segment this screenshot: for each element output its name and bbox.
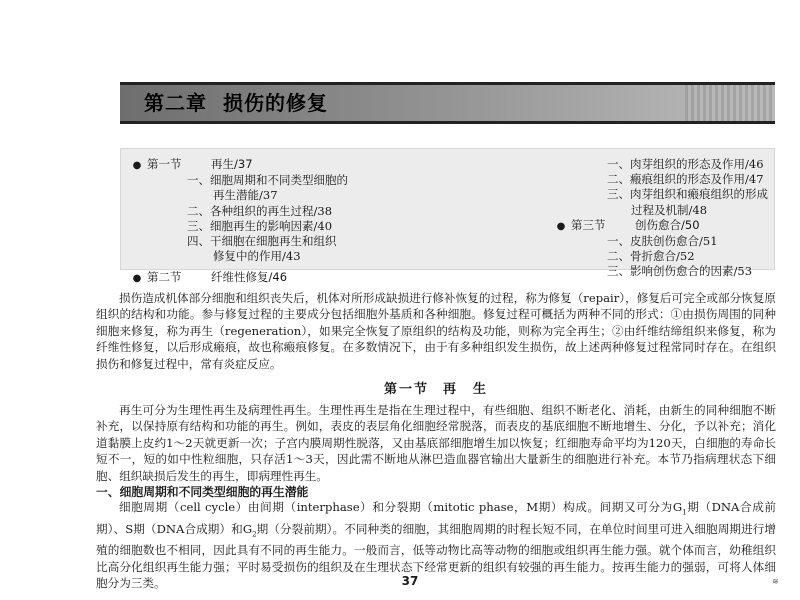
toc-item-continuation[interactable]: 修复中的作用/43: [213, 249, 301, 264]
toc-left-column: [127, 157, 447, 287]
chapter-contents-box: [120, 148, 775, 285]
toc-item[interactable]: 一、肉芽组织的形态及作用/46: [607, 157, 764, 171]
toc-item[interactable]: 二、骨折愈合/52: [607, 249, 695, 264]
subsection-paragraph-block: [96, 499, 776, 592]
bullet-icon: ●: [132, 160, 142, 171]
toc-section-3[interactable]: ● 第三节 创伤愈合/50: [441, 218, 771, 234]
toc-item[interactable]: 四、干细胞在细胞再生和组织: [187, 234, 337, 249]
toc-right-column: [441, 157, 771, 280]
toc-item[interactable]: 二、瘢痕组织的形态及作用/47: [607, 172, 764, 187]
subsection-heading: 一、细胞周期和不同类型细胞的再生潜能: [96, 485, 309, 499]
bullet-icon: ●: [556, 220, 566, 232]
section-number: 第一节: [383, 382, 429, 397]
toc-item[interactable]: 一、细胞周期和不同类型细胞的: [187, 173, 348, 188]
section-name: 再 生: [443, 382, 489, 397]
toc-item[interactable]: 二、各种组织的再生过程/38: [187, 203, 333, 218]
toc-item[interactable]: 一、皮肤创伤愈合/51: [607, 234, 718, 249]
section-paragraph-block: [96, 402, 776, 484]
intro-paragraph-block: [96, 290, 776, 372]
intro-paragraph: 损伤造成机体部分细胞和组织丧失后，机体对所形成缺损进行修补恢复的过程，称为修复（repair），修复后可完全或部分恢复原组织的结构和功能。参与修复过程的主要成分包括细胞外基质和各种细胞。修复过程可概括为两种不同的形式：①由损伤周围的同种细胞来修复，称为再生（regeneration），如果完全恢复了原组织的结构及功能，则称为完全再生；②由纤维结缔组织来修复，称为纤维性修复，以后形成瘢痕，故也称瘢痕修复。在多数情况下，由于有多种组织发生损伤，故上述两种修复过程常同时存在。在组织损伤和修复过程中，常有炎症反应。: [96, 291, 776, 371]
section-heading: [96, 378, 776, 397]
subsection-paragraph: 细胞周期（cell cycle）由间期（interphase）和分裂期（mitotic phase，M期）构成。间期又可分为$G_1$期（DNA合成前期）、S期（DNA合成期）和$G_2$期（分裂前期）。不同种类的细胞，其细胞周期的时程长短不同，在单位时间里可进入细胞周期进行增殖的细胞数也不相同，因此具有不同的再生能力。一般而言，低等动物比高等动物的细胞或组织再生能力强。就个体而言，幼稚组织比高分化组织再生能力强；平时易受损伤的组织及在生理状态下经常更新的组织有较强的再生能力。按再生能力的强弱，可将人体细胞分为三类。: [96, 500, 776, 591]
chapter-title: [144, 88, 328, 118]
toc-item[interactable]: 三、细胞再生的影响因素/40: [187, 218, 333, 233]
toc-section-2[interactable]: ● 第二节 纤维性修复/46: [127, 270, 447, 286]
bullet-icon: ●: [132, 273, 142, 285]
page-number: 37: [401, 574, 419, 588]
corner-mark: ≋: [772, 577, 779, 586]
toc-item-continuation[interactable]: 过程及机制/48: [631, 202, 708, 217]
toc-item-continuation[interactable]: 再生潜能/37: [213, 188, 278, 203]
section-paragraph: 再生可分为生理性再生及病理性再生。生理性再生是指在生理过程中，有些细胞、组织不断老化、消耗，由新生的同种细胞不断补充，以保持原有结构和功能的再生。例如，表皮的表层角化细胞经常脱落，而表皮的基底细胞不断地增生、分化，予以补充；消化道黏膜上皮约1～2天就更新一次；子宫内膜周期性脱落，又由基底部细胞增生加以恢复；红细胞寿命平均为120天，白细胞的寿命长短不一，短的如中性粒细胞，只存活1～3天，因此需不断地从淋巴造血器官输出大量新生的细胞进行补充。本节乃指病理状态下细胞、组织缺损后发生的再生，即病理性再生。: [96, 403, 776, 483]
toc-item[interactable]: 三、影响创伤愈合的因素/53: [607, 264, 753, 279]
toc-section-1[interactable]: ● 第一节 再生/37: [127, 157, 447, 173]
chapter-number: 第二章: [144, 91, 207, 115]
toc-item[interactable]: 三、肉芽组织和瘢痕组织的形成: [607, 187, 768, 202]
chapter-name: 损伤的修复: [223, 91, 328, 115]
